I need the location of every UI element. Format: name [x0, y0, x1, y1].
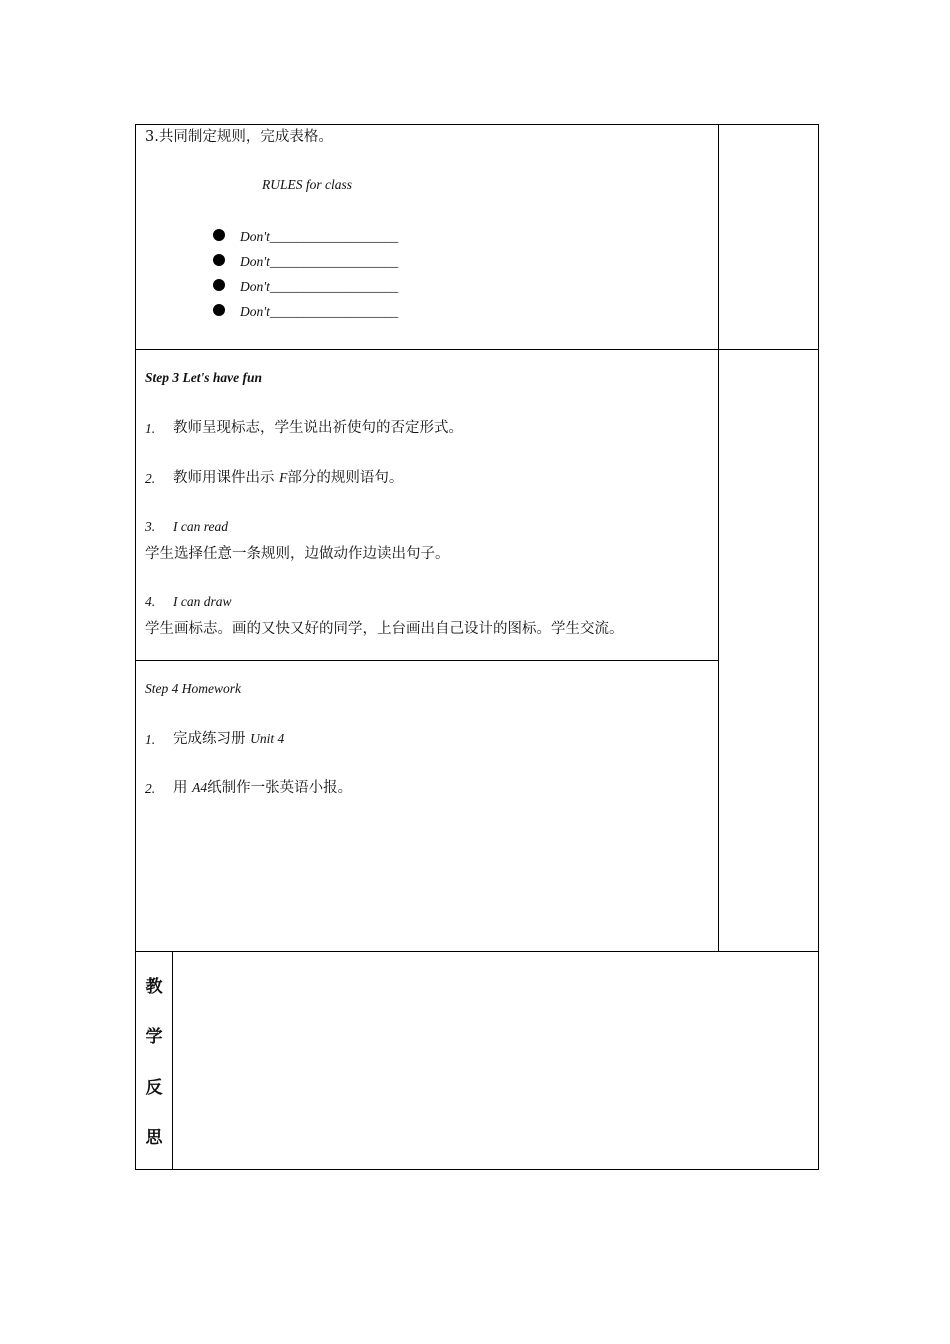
rules-heading: 3.共同制定规则，完成表格。	[145, 129, 333, 145]
step4-item1-text-main: 完成练习册	[173, 731, 246, 747]
reflection-content-area[interactable]	[174, 953, 817, 1168]
rule-item-3: Don't___________________	[240, 279, 399, 294]
table-left-border	[135, 124, 136, 1170]
step3-item1-number: 1.	[145, 421, 156, 436]
step4-item1-number: 1.	[145, 732, 156, 747]
step3-item4-label: I can draw	[173, 594, 232, 609]
bullet-icon	[213, 304, 225, 316]
step3-item2-number: 2.	[145, 471, 156, 486]
step4-item2-text-a: 用	[173, 780, 188, 796]
step3-item4-text: 学生画标志。画的又快又好的同学，上台画出自己设计的图标。学生交流。	[145, 621, 624, 637]
inner-column-divider	[718, 124, 719, 951]
step3-item3-label: I can read	[173, 519, 228, 534]
reflection-label-char-1: 教	[145, 977, 163, 997]
table-right-border	[818, 124, 819, 1170]
reflection-label-char-4: 思	[145, 1128, 163, 1148]
reflection-label-char-3: 反	[145, 1078, 163, 1098]
step4-item1-text	[173, 730, 284, 748]
reflection-label-char-2: 学	[145, 1027, 163, 1047]
rules-table-title: RULES for class	[262, 177, 353, 192]
rule-item-4: Don't___________________	[240, 304, 399, 319]
step3-item2-text-a: 教师用课件出示	[173, 470, 275, 486]
step4-item2-number: 2.	[145, 781, 156, 796]
step3-item3-text: 学生选择任意一条规则，边做动作边读出句子。	[145, 546, 450, 562]
step4-item1-unit: Unit 4	[250, 731, 285, 746]
rule-item-2: Don't___________________	[240, 254, 399, 269]
bullet-icon	[213, 229, 225, 241]
step3-item2-letter: F	[279, 470, 288, 485]
bullet-icon	[213, 254, 225, 266]
step3-item4-number: 4.	[145, 594, 156, 609]
reflection-label-divider	[172, 951, 173, 1170]
step3-item2-text-b: 部分的规则语句。	[287, 470, 404, 486]
row-divider-1	[135, 349, 819, 350]
table-bottom-border	[135, 1169, 819, 1170]
table-top-border	[135, 124, 819, 125]
step3-title: Step 3 Let's have fun	[145, 370, 262, 385]
step3-item3-number: 3.	[145, 519, 156, 534]
bullet-icon	[213, 279, 225, 291]
step4-item2-text	[173, 779, 352, 797]
row-divider-2	[135, 660, 719, 661]
rule-item-1: Don't___________________	[240, 229, 399, 244]
step3-item2-text	[173, 469, 403, 487]
step4-title: Step 4 Homework	[145, 681, 241, 696]
row-divider-3	[135, 951, 819, 952]
step3-item1-text: 教师呈现标志，学生说出祈使句的否定形式。	[173, 420, 463, 436]
step4-item2-paper: A4	[192, 780, 208, 795]
step4-item2-text-b: 纸制作一张英语小报。	[207, 780, 353, 796]
